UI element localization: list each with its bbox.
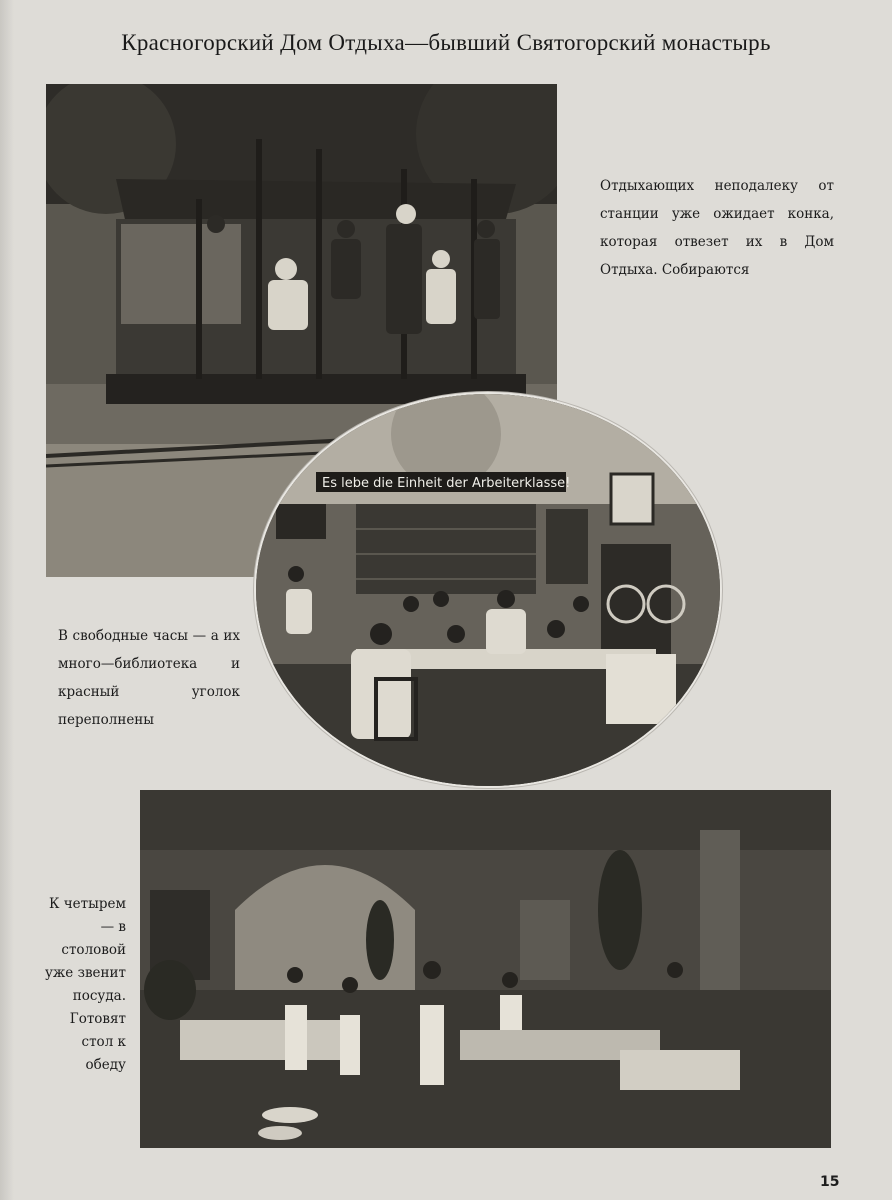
photo-dining-hall xyxy=(140,790,831,1148)
photo-library-red-corner xyxy=(254,392,722,788)
caption-library: В свободные часы — а их много—библиотека и красный уголок переполнены xyxy=(58,628,240,728)
page-number: 15 xyxy=(820,1174,840,1190)
page-title: Красногорский Дом Отдыха—бывший Святогорский монастырь xyxy=(121,30,771,55)
page-binding-edge xyxy=(0,0,14,1200)
library-banner-text: Es lebe die Einheit der Arbeiterklasse! xyxy=(322,476,571,491)
caption-dining-hall: К четырем — в столовой уже звенит посуда. Готовят стол к обеду xyxy=(44,896,126,1073)
caption-horse-tram: Отдыхающих неподалеку от станции уже ожидает конка, которая отвезет их в Дом Отдыха. Собираются xyxy=(600,178,834,278)
